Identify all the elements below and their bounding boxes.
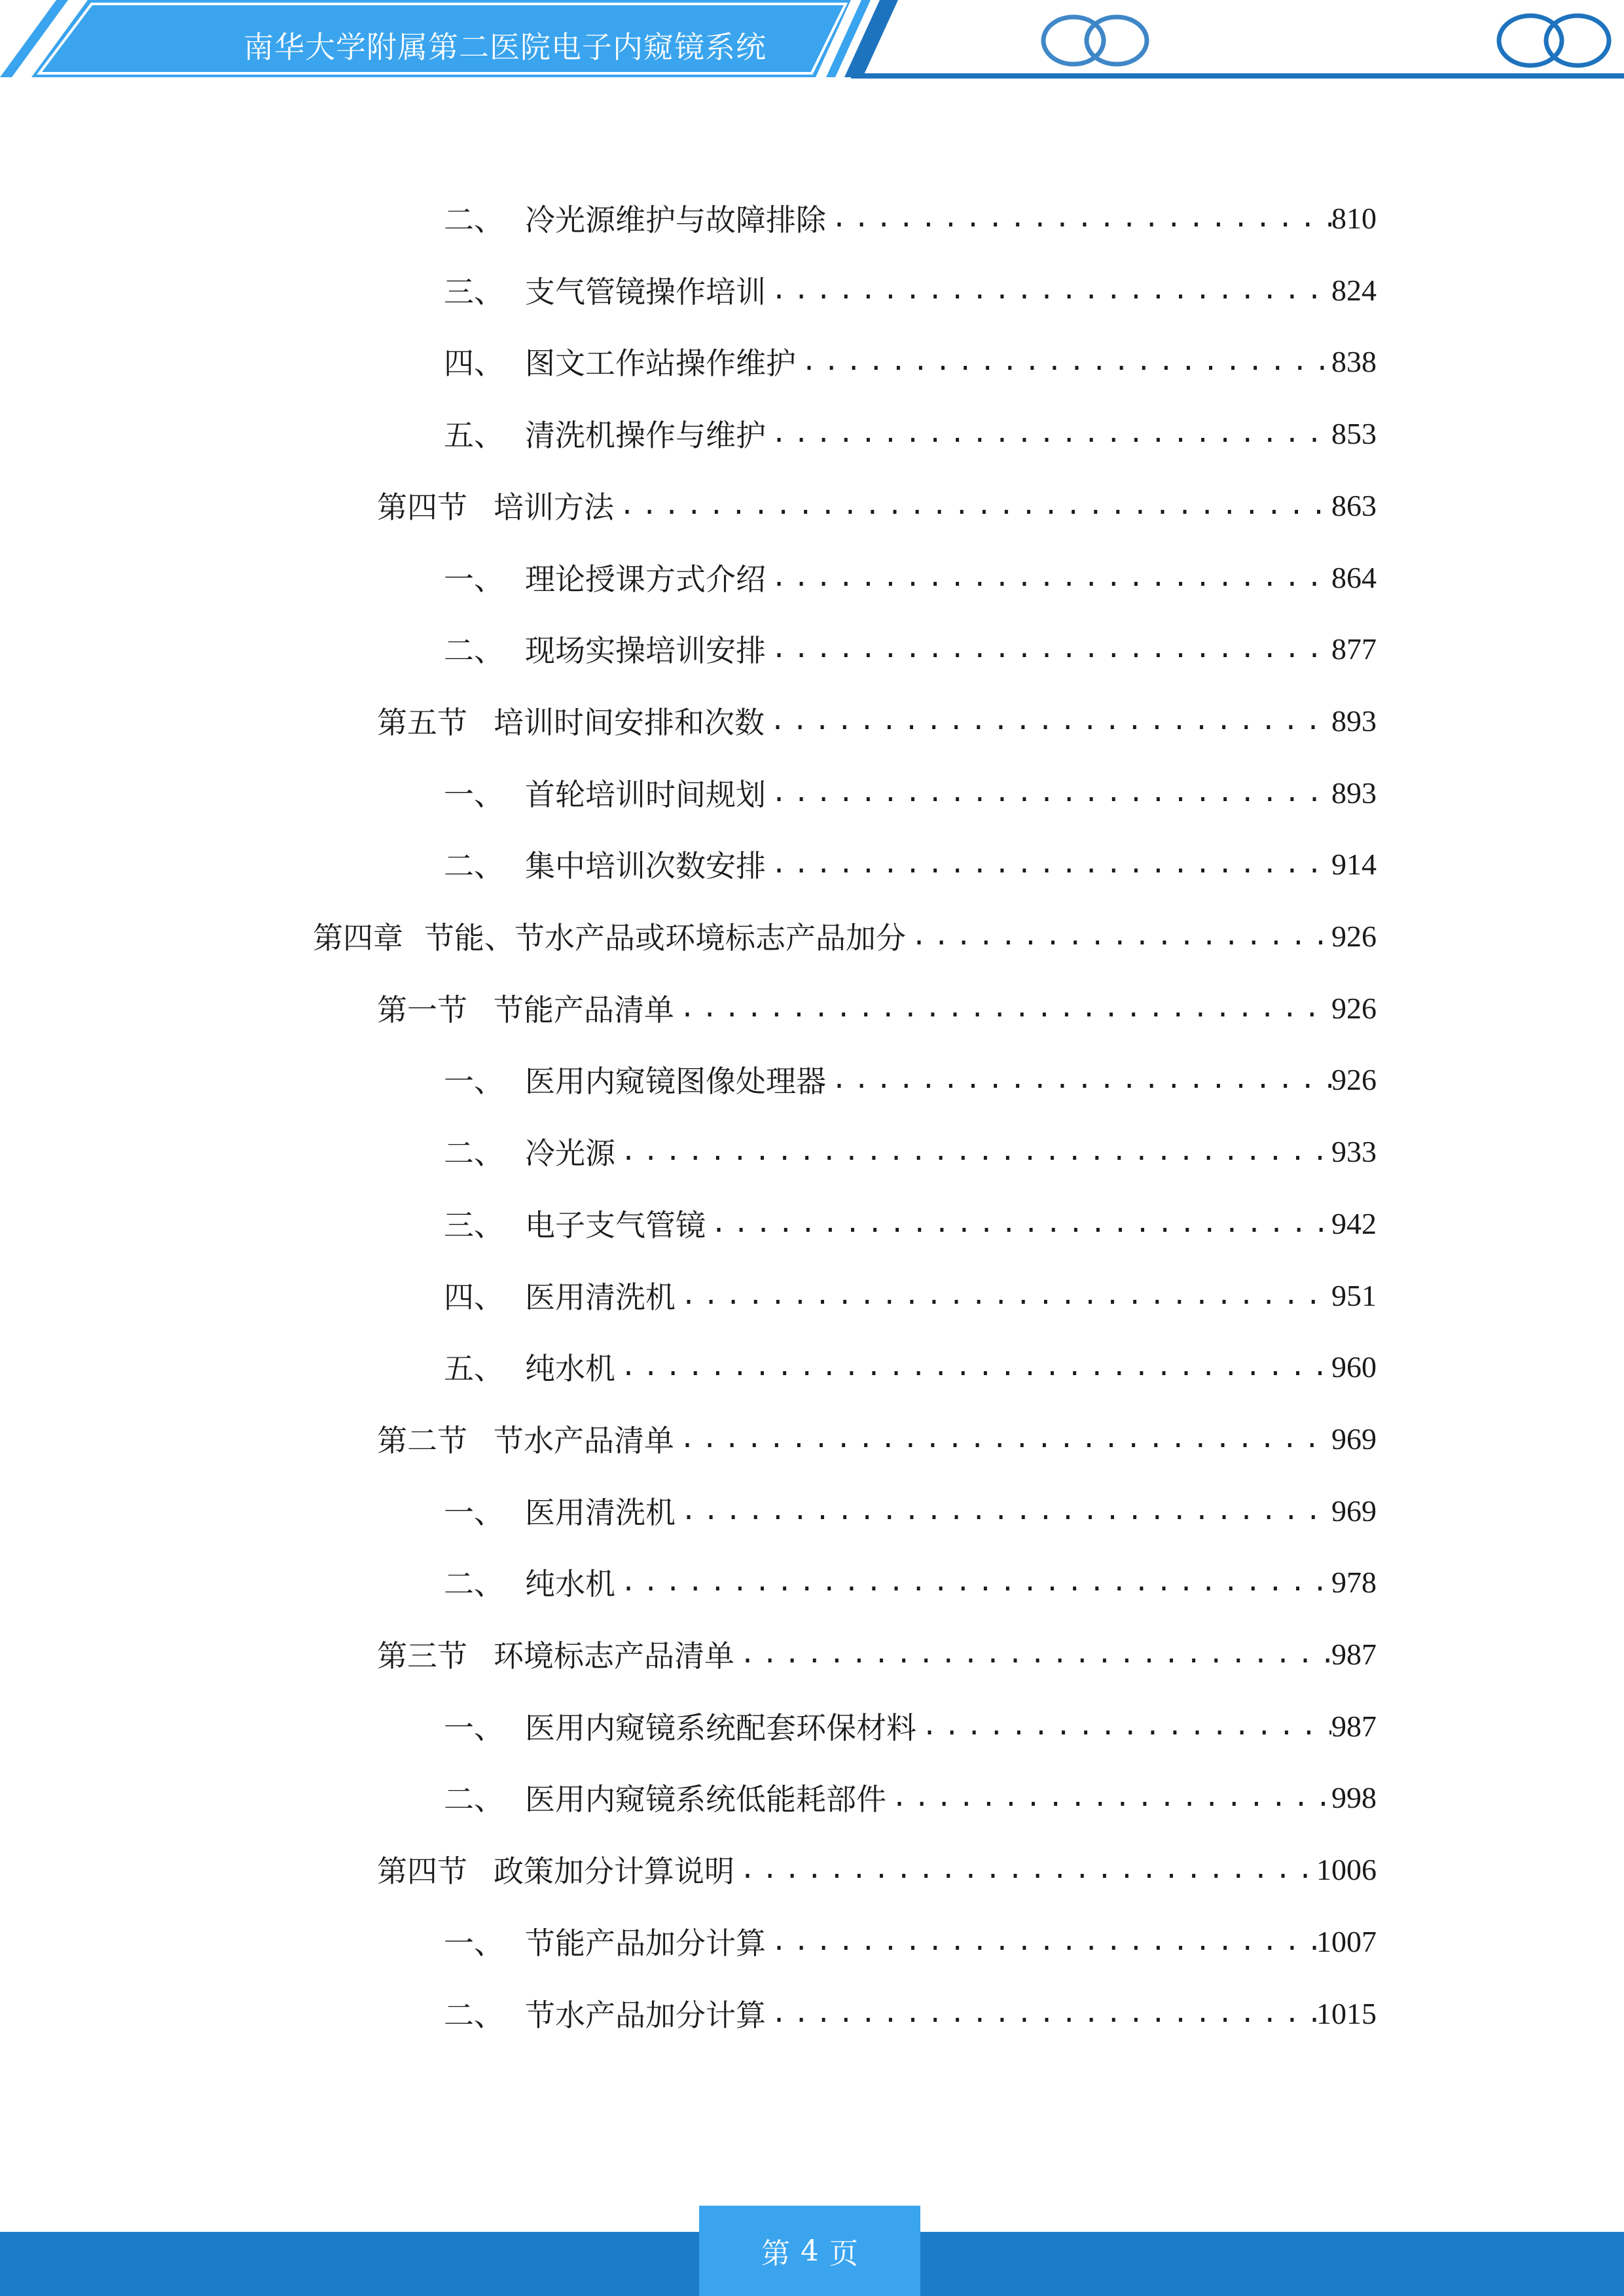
toc-entry-title: 理论授课方式介绍 xyxy=(525,562,766,597)
toc-entry[interactable] xyxy=(444,1344,1377,1390)
toc-dot-leader xyxy=(796,346,1331,376)
toc-entry-number: 二、 xyxy=(444,202,504,238)
toc-entry[interactable] xyxy=(444,554,1377,600)
toc-entry-number: 第二节 xyxy=(377,1423,467,1458)
page-header xyxy=(0,0,1624,85)
toc-dot-leader xyxy=(766,418,1331,448)
toc-entry-title: 医用内窥镜系统低能耗部件 xyxy=(525,1782,886,1817)
toc-entry-title: 医用清洗机 xyxy=(525,1495,676,1530)
page-prefix: 第 xyxy=(761,2237,790,2270)
toc-entry-number: 第四节 xyxy=(377,1854,467,1889)
toc-dot-leader xyxy=(765,706,1331,736)
toc-dot-leader xyxy=(674,1424,1331,1454)
toc-entry[interactable] xyxy=(444,195,1377,241)
toc-entry[interactable] xyxy=(313,913,1377,959)
toc-dot-leader xyxy=(734,1854,1316,1884)
toc-entry-number: 三、 xyxy=(444,274,504,310)
toc-entry[interactable] xyxy=(377,1631,1377,1677)
toc-entry[interactable] xyxy=(444,1559,1377,1605)
toc-entry-number: 一、 xyxy=(444,1064,504,1099)
toc-entry[interactable] xyxy=(444,1128,1377,1174)
toc-dot-leader xyxy=(766,778,1331,808)
toc-entry-page: 810 xyxy=(1331,201,1377,235)
toc-entry-title: 培训方法 xyxy=(494,490,614,525)
toc-entry-page: 969 xyxy=(1331,1422,1377,1456)
toc-entry-title: 医用内窥镜图像处理器 xyxy=(525,1064,826,1099)
toc-entry-page: 864 xyxy=(1331,560,1377,594)
toc-entry-number: 一、 xyxy=(444,777,504,812)
toc-entry-title: 节能、节水产品或环境标志产品加分 xyxy=(424,920,906,956)
toc-entry-title: 培训时间安排和次数 xyxy=(494,705,765,740)
toc-dot-leader xyxy=(734,1639,1331,1669)
toc-entry[interactable] xyxy=(444,1488,1377,1534)
toc-entry[interactable] xyxy=(444,1056,1377,1102)
toc-entry[interactable] xyxy=(377,482,1377,528)
toc-entry-number: 一、 xyxy=(444,562,504,597)
toc-entry-page: 1006 xyxy=(1316,1852,1377,1886)
toc-entry[interactable] xyxy=(444,626,1377,672)
toc-entry-page: 914 xyxy=(1331,847,1377,881)
toc-entry-page: 853 xyxy=(1331,416,1377,450)
toc-entry-number: 二、 xyxy=(444,1136,504,1171)
toc-dot-leader xyxy=(766,562,1331,592)
toc-dot-leader xyxy=(676,1280,1331,1310)
toc-entry[interactable] xyxy=(444,1200,1377,1246)
toc-entry-number: 二、 xyxy=(444,848,504,884)
toc-entry[interactable] xyxy=(444,410,1377,456)
toc-entry-page: 933 xyxy=(1331,1134,1377,1168)
toc-entry-title: 节水产品清单 xyxy=(494,1423,674,1458)
toc-entry-title: 集中培训次数安排 xyxy=(525,848,766,884)
toc-entry-title: 首轮培训时间规划 xyxy=(525,777,766,812)
toc-entry-page: 942 xyxy=(1331,1206,1377,1240)
toc-dot-leader xyxy=(766,634,1331,664)
toc-entry-number: 四、 xyxy=(444,346,504,381)
toc-entry[interactable] xyxy=(444,338,1377,384)
toc-entry[interactable] xyxy=(377,985,1377,1031)
toc-entry-title: 冷光源维护与故障排除 xyxy=(525,202,826,238)
toc-entry-title: 医用内窥镜系统配套环保材料 xyxy=(525,1710,916,1746)
toc-entry-title: 现场实操培训安排 xyxy=(525,633,766,668)
toc-entry-page: 987 xyxy=(1331,1709,1377,1743)
toc-dot-leader xyxy=(826,1064,1331,1094)
toc-dot-leader xyxy=(615,1136,1331,1166)
toc-entry-page: 838 xyxy=(1331,344,1377,378)
toc-entry-page: 926 xyxy=(1331,991,1377,1025)
toc-entry-number: 三、 xyxy=(444,1208,504,1243)
toc-dot-leader xyxy=(766,1926,1316,1956)
toc-entry-page: 893 xyxy=(1331,776,1377,810)
toc-entry-page: 893 xyxy=(1331,704,1377,738)
toc-entry[interactable] xyxy=(444,841,1377,887)
toc-entry[interactable] xyxy=(444,1774,1377,1820)
toc-entry[interactable] xyxy=(444,267,1377,313)
toc-entry-number: 二、 xyxy=(444,1566,504,1602)
toc-entry-number: 五、 xyxy=(444,418,504,453)
toc-entry-page: 1015 xyxy=(1316,1996,1377,2030)
toc-entry-title: 清洗机操作与维护 xyxy=(525,418,766,453)
toc-entry-title: 节能产品加分计算 xyxy=(525,1926,766,1961)
watermark-ring-icon xyxy=(1043,17,1147,64)
toc-entry-page: 969 xyxy=(1331,1494,1377,1528)
toc-dot-leader xyxy=(906,921,1331,951)
toc-entry-title: 政策加分计算说明 xyxy=(494,1854,734,1889)
toc-entry-title: 节水产品加分计算 xyxy=(525,1998,766,2033)
double-ring-icon xyxy=(1499,16,1609,65)
toc-entry-number: 五、 xyxy=(444,1351,504,1386)
toc-entry-number: 第一节 xyxy=(377,992,467,1028)
toc-entry-number: 二、 xyxy=(444,1998,504,2033)
toc-entry[interactable] xyxy=(377,698,1377,744)
page-number: 4 xyxy=(801,2234,819,2268)
toc-entry-page: 877 xyxy=(1331,632,1377,666)
toc-entry[interactable] xyxy=(444,1703,1377,1749)
toc-entry[interactable] xyxy=(444,770,1377,816)
document-title: 南华大学附属第二医院电子内窥镜系统 xyxy=(244,29,767,65)
toc-entry-title: 冷光源 xyxy=(525,1136,615,1171)
toc-dot-leader xyxy=(674,993,1331,1023)
toc-entry-number: 二、 xyxy=(444,1782,504,1817)
toc-entry-title: 电子支气管镜 xyxy=(525,1208,706,1243)
toc-entry-title: 环境标志产品清单 xyxy=(494,1638,734,1674)
toc-entry-page: 824 xyxy=(1331,273,1377,307)
toc-entry-page: 960 xyxy=(1331,1350,1377,1384)
toc-entry-number: 一、 xyxy=(444,1495,504,1530)
toc-dot-leader xyxy=(614,490,1331,520)
toc-entry-page: 926 xyxy=(1331,919,1377,953)
toc-entry-title: 支气管镜操作培训 xyxy=(525,274,766,310)
toc-entry[interactable] xyxy=(377,1846,1377,1892)
toc-dot-leader xyxy=(826,203,1331,233)
toc-entry[interactable] xyxy=(444,1990,1377,2036)
toc-entry-title: 医用清洗机 xyxy=(525,1280,676,1315)
toc-entry-number: 第四节 xyxy=(377,490,467,525)
toc-entry-number: 四、 xyxy=(444,1280,504,1315)
toc-dot-leader xyxy=(766,849,1331,879)
toc-entry-page: 926 xyxy=(1331,1062,1377,1096)
toc-entry-page: 863 xyxy=(1331,488,1377,522)
toc-entry-title: 图文工作站操作维护 xyxy=(525,346,796,381)
toc-dot-leader xyxy=(615,1352,1331,1382)
toc-entry-title: 纯水机 xyxy=(525,1351,615,1386)
toc-dot-leader xyxy=(615,1567,1331,1597)
toc-dot-leader xyxy=(676,1496,1331,1526)
toc-entry-number: 二、 xyxy=(444,633,504,668)
toc-entry-number: 一、 xyxy=(444,1926,504,1961)
toc-entry-title: 纯水机 xyxy=(525,1566,615,1602)
toc-dot-leader xyxy=(706,1208,1331,1238)
toc-entry[interactable] xyxy=(444,1272,1377,1318)
toc-entry-title: 节能产品清单 xyxy=(494,992,674,1028)
toc-entry-page: 998 xyxy=(1331,1780,1377,1814)
toc-entry-page: 1007 xyxy=(1316,1924,1377,1958)
page-number-tab xyxy=(699,2206,920,2296)
toc-entry-number: 第五节 xyxy=(377,705,467,740)
toc-entry-page: 951 xyxy=(1331,1278,1377,1312)
toc-dot-leader xyxy=(766,275,1331,305)
toc-dot-leader xyxy=(916,1711,1331,1741)
toc-entry[interactable] xyxy=(444,1918,1377,1964)
toc-dot-leader xyxy=(886,1782,1331,1812)
toc-entry-number: 第四章 xyxy=(313,920,403,956)
toc-entry-page: 978 xyxy=(1331,1565,1377,1599)
toc-entry-page: 987 xyxy=(1331,1637,1377,1671)
toc-entry-number: 一、 xyxy=(444,1710,504,1746)
toc-entry-number: 第三节 xyxy=(377,1638,467,1674)
toc-dot-leader xyxy=(766,1998,1316,2028)
page-suffix: 页 xyxy=(829,2237,858,2270)
toc-entry[interactable] xyxy=(377,1416,1377,1462)
